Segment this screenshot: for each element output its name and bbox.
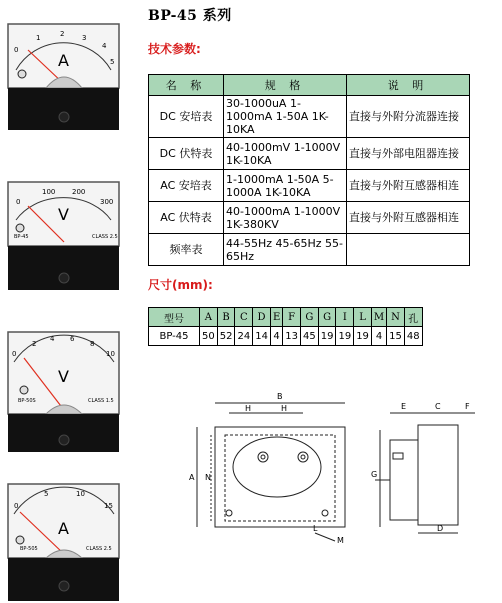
spec-header-spec: 规 格	[224, 75, 347, 96]
dim-header: L	[354, 308, 372, 327]
dim-cell: 48	[404, 327, 422, 346]
dim-header: G	[318, 308, 336, 327]
dim-header: 型号	[149, 308, 200, 327]
dim-header: 孔	[404, 308, 422, 327]
spec-row	[149, 234, 470, 266]
scale-0: 0	[12, 350, 17, 358]
spec-cell: 频率表	[149, 234, 224, 266]
dim-header: A	[200, 308, 218, 327]
dim-cell: 4	[371, 327, 386, 346]
spec-cell: 直接与外附互感器相连	[347, 202, 470, 234]
spec-header-note: 说 明	[347, 75, 470, 96]
dim-cell: 19	[354, 327, 372, 346]
label-m: M	[337, 536, 344, 545]
spec-cell: 1-1000mA 1-50A 5-1000A 1K-10KA	[224, 170, 347, 202]
dim-header: C	[235, 308, 253, 327]
scale-2: 2	[60, 30, 65, 38]
spec-row	[149, 170, 470, 202]
scale-5: 5	[110, 58, 115, 66]
scale-2: 200	[72, 188, 86, 196]
scale-1: 2	[32, 340, 37, 348]
spec-row	[149, 202, 470, 234]
label-g: G	[371, 470, 378, 479]
meter-symbol: A	[58, 51, 69, 70]
scale-0: 0	[16, 198, 21, 206]
label-c: C	[435, 402, 441, 411]
scale-3: 15	[104, 502, 113, 510]
spec-cell	[347, 234, 470, 266]
spec-cell: 直接与外部电阻器连接	[347, 138, 470, 170]
label-h2: H	[281, 404, 288, 413]
meter-ammeter-2	[6, 478, 121, 603]
page-title: BP-45 系列	[148, 8, 232, 24]
dim-cell: 4	[270, 327, 282, 346]
dim-cell: 19	[336, 327, 354, 346]
label-l: L	[313, 524, 318, 533]
label-b: B	[277, 392, 283, 401]
scale-2: 4	[50, 335, 55, 343]
scale-2: 10	[76, 490, 85, 498]
scale-1: 5	[44, 490, 49, 498]
dim-header: F	[283, 308, 301, 327]
dimension-section-title: 尺寸(mm):	[148, 278, 213, 292]
dim-cell: 52	[217, 327, 235, 346]
dim-header: M	[371, 308, 386, 327]
dim-cell: BP-45	[149, 327, 200, 346]
dim-cell: 45	[300, 327, 318, 346]
front-outline	[215, 427, 345, 527]
spec-table	[148, 74, 470, 266]
meter-class: CLASS 2.5	[92, 234, 118, 240]
dim-cell: 13	[283, 327, 301, 346]
spec-cell: 直接与外附分流器连接	[347, 96, 470, 138]
meter-model: BP-505	[20, 546, 38, 552]
spec-cell: AC 安培表	[149, 170, 224, 202]
scale-4: 4	[102, 42, 107, 50]
label-n: N	[205, 473, 211, 482]
meter-model: BP-45	[14, 234, 29, 240]
meter-symbol: V	[58, 367, 69, 386]
dimension-drawing	[175, 385, 485, 545]
meter-voltmeter-1	[6, 180, 121, 292]
dim-header: G	[300, 308, 318, 327]
dim-header: D	[253, 308, 271, 327]
dim-cell: 50	[200, 327, 218, 346]
dimension-value-row	[149, 327, 423, 346]
dim-cell: 24	[235, 327, 253, 346]
meter-class: CLASS 1.5	[88, 398, 114, 404]
meter-ammeter-1	[6, 22, 121, 132]
label-e: E	[401, 402, 407, 411]
dimension-header-row	[149, 308, 423, 327]
spec-header-name: 名 称	[149, 75, 224, 96]
scale-0: 0	[14, 46, 19, 54]
scale-5: 10	[106, 350, 115, 358]
scale-4: 8	[90, 340, 95, 348]
spec-cell: 44-55Hz 45-65Hz 55-65Hz	[224, 234, 347, 266]
label-h1: H	[245, 404, 252, 413]
scale-3: 6	[70, 335, 75, 343]
label-d: D	[437, 524, 444, 533]
label-a: A	[189, 473, 195, 482]
meter-voltmeter-2	[6, 326, 121, 454]
spec-cell: DC 伏特表	[149, 138, 224, 170]
spec-cell: AC 伏特表	[149, 202, 224, 234]
spec-row	[149, 138, 470, 170]
scale-3: 300	[100, 198, 114, 206]
dim-header: I	[336, 308, 354, 327]
dim-header: N	[387, 308, 405, 327]
spec-row	[149, 96, 470, 138]
scale-3: 3	[82, 34, 87, 42]
label-f: F	[465, 402, 470, 411]
spec-header-row	[149, 75, 470, 96]
meter-class: CLASS 2.5	[86, 546, 112, 552]
spec-cell: 直接与外附互感器相连	[347, 170, 470, 202]
scale-1: 1	[36, 34, 41, 42]
spec-cell: 40-1000mA 1-1000V 1K-380KV	[224, 202, 347, 234]
dim-header: B	[217, 308, 235, 327]
scale-0: 0	[14, 502, 19, 510]
spec-cell: 40-1000mV 1-1000V 1K-10KA	[224, 138, 347, 170]
dim-cell: 19	[318, 327, 336, 346]
dim-cell: 15	[387, 327, 405, 346]
meter-symbol: A	[58, 519, 69, 538]
meter-model: BP-50S	[18, 398, 36, 404]
dim-cell: 14	[253, 327, 271, 346]
spec-cell: DC 安培表	[149, 96, 224, 138]
spec-cell: 30-1000uA 1-1000mA 1-50A 1K-10KA	[224, 96, 347, 138]
scale-1: 100	[42, 188, 56, 196]
spec-section-title: 技术参数:	[148, 42, 201, 56]
meter-symbol: V	[58, 205, 69, 224]
dimension-table	[148, 307, 423, 346]
dim-header: E	[270, 308, 282, 327]
